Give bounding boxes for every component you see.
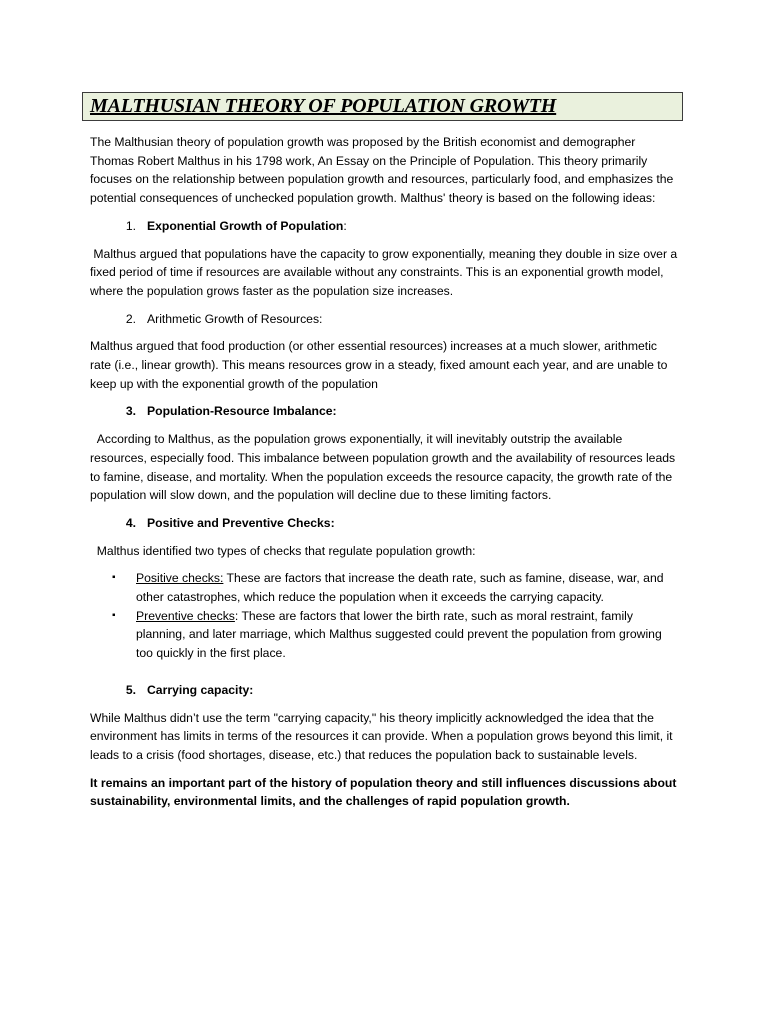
- page-title: MALTHUSIAN THEORY OF POPULATION GROWTH: [90, 95, 557, 117]
- section-heading-text: Arithmetic Growth of Resources:: [147, 311, 323, 326]
- section-heading-text: Population-Resource Imbalance:: [147, 404, 337, 419]
- section-number: 1.: [125, 218, 136, 233]
- conclusion-paragraph: It remains an important part of the history of population theory and still influences discussions about sustainability, environmental limits, and the challenges of rapid population growth.: [90, 775, 677, 809]
- section-heading-text: Carrying capacity:: [147, 682, 254, 697]
- section-number: 5.: [125, 682, 136, 697]
- square-bullet-icon: ▪: [112, 609, 116, 621]
- section-number: 3.: [125, 404, 136, 419]
- heading-suffix: :: [343, 218, 347, 233]
- section-heading-5: [90, 681, 680, 700]
- section-number: 4.: [125, 515, 136, 530]
- checks-list: [90, 569, 680, 663]
- bullet-term: Preventive checks: [136, 608, 235, 623]
- section-heading-4: [90, 514, 680, 533]
- section-body-3: According to Malthus, as the population grows exponentially, it will inevitably outstrip the available resources, especially food. This imbalance between population growth and the availability of resources leads to famine, disease, and mortality. When the population exceeds the resource capacity, the growth rate of the population will slow down, and the population will decline due to these limiting factors.: [90, 432, 679, 503]
- intro-paragraph: The Malthusian theory of population growth was proposed by the British economist and demographer Thomas Robert Malthus in his 1798 work, An Essay on the Principle of Population. This theory primarily focuses on the relationship between population growth and resources, particularly food, and emphasizes the potential consequences of unchecked population growth. Malthus' theory is based on the following ideas:: [90, 135, 674, 206]
- document-body: [90, 133, 680, 811]
- bullet-text: : These are factors that lower the birth rate, such as moral restraint, family planning, and later marriage, which Malthus suggested could prevent the population from growing too quickly in the first place.: [136, 608, 662, 661]
- section-heading-text: Exponential Growth of Population: [147, 218, 344, 233]
- title-box: [82, 92, 683, 121]
- section-body-4: Malthus identified two types of checks that regulate population growth:: [90, 543, 476, 558]
- bullet-term: Positive checks:: [136, 571, 224, 586]
- section-body-2: Malthus argued that food production (or other essential resources) increases at a much slower, arithmetic rate (i.e., linear growth). This means resources grow in a steady, fixed amount each year, and are unable to keep up with the exponential growth of the population: [90, 339, 668, 391]
- section-heading-1: [90, 217, 680, 236]
- section-heading-2: [90, 310, 680, 329]
- section-body-1: Malthus argued that populations have the capacity to grow exponentially, meaning they double in size over a fixed period of time if resources are available without any constraints. This is an exponential growth model, where the population grows faster as the population size increases.: [90, 246, 681, 298]
- list-item: [90, 607, 680, 663]
- list-item: [90, 569, 680, 606]
- square-bullet-icon: ▪: [112, 572, 116, 584]
- section-number: 2.: [125, 311, 136, 326]
- section-heading-3: [90, 402, 680, 421]
- bullet-text: These are factors that increase the death rate, such as famine, disease, war, and other catastrophes, which reduce the population when it exceeds the carrying capacity.: [136, 571, 664, 605]
- section-heading-text: Positive and Preventive Checks:: [147, 515, 335, 530]
- section-body-5: While Malthus didn’t use the term "carrying capacity," his theory implicitly acknowledged the idea that the environment has limits in terms of the resources it can provide. When a population grows beyond this limit, it leads to a crisis (food shortages, disease, etc.) that reduces the population back to sustainable levels.: [90, 710, 673, 762]
